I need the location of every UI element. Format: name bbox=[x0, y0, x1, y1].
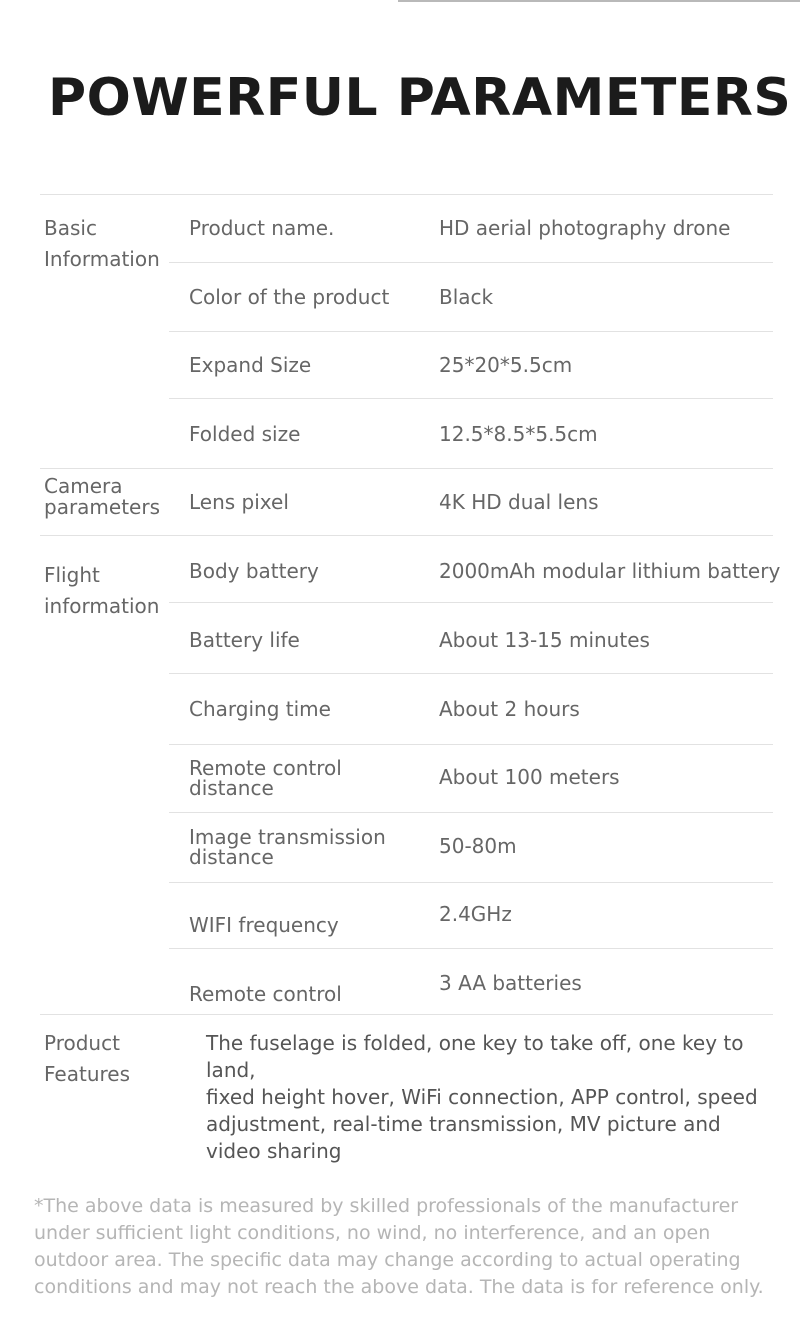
row-label: Color of the product bbox=[189, 285, 390, 309]
row-value: 4K HD dual lens bbox=[439, 490, 599, 514]
row-divider bbox=[169, 948, 773, 949]
section-category-flight bbox=[44, 560, 159, 622]
row-divider bbox=[169, 812, 773, 813]
category-line: information bbox=[44, 594, 160, 618]
row-label bbox=[189, 758, 342, 798]
disclaimer-line: outdoor area. The specific data may change according to actual operating bbox=[34, 1249, 741, 1271]
category-line: Information bbox=[44, 247, 160, 271]
disclaimer-line: *The above data is measured by skilled professionals of the manufacturer bbox=[34, 1195, 739, 1217]
row-value: About 13-15 minutes bbox=[439, 628, 650, 652]
row-divider bbox=[169, 673, 773, 674]
category-line: Flight bbox=[44, 563, 100, 587]
disclaimer-line: under sufficient light conditions, no wind, no interference, and an open bbox=[34, 1222, 711, 1244]
row-label: Body battery bbox=[189, 559, 319, 583]
row-value: HD aerial photography drone bbox=[439, 216, 731, 240]
features-line: video sharing bbox=[206, 1139, 342, 1163]
disclaimer-note bbox=[34, 1193, 782, 1301]
row-label: Lens pixel bbox=[189, 490, 289, 514]
row-label bbox=[189, 827, 386, 867]
label-line: Remote control bbox=[189, 756, 342, 780]
row-divider bbox=[169, 398, 773, 399]
features-line: adjustment, real-time transmission, MV picture and bbox=[206, 1112, 721, 1136]
section-divider bbox=[40, 468, 773, 469]
product-features-text bbox=[206, 1030, 778, 1165]
section-category-basic bbox=[44, 213, 160, 275]
row-divider bbox=[169, 744, 773, 745]
row-value: 50-80m bbox=[439, 834, 517, 858]
label-line: distance bbox=[189, 776, 274, 800]
label-line: Image transmission bbox=[189, 825, 386, 849]
top-divider-line bbox=[398, 0, 800, 2]
row-label: Expand Size bbox=[189, 353, 312, 377]
row-label: Product name. bbox=[189, 216, 335, 240]
row-value: 12.5*8.5*5.5cm bbox=[439, 422, 598, 446]
disclaimer-line: conditions and may not reach the above data. The data is for reference only. bbox=[34, 1276, 764, 1298]
row-value: About 2 hours bbox=[439, 697, 580, 721]
section-category-features bbox=[44, 1028, 130, 1090]
row-value: 25*20*5.5cm bbox=[439, 353, 573, 377]
row-label: Battery life bbox=[189, 628, 300, 652]
section-category-camera bbox=[44, 476, 160, 518]
row-label: WIFI frequency bbox=[189, 913, 339, 937]
row-value: Black bbox=[439, 285, 494, 309]
label-line: distance bbox=[189, 845, 274, 869]
category-line: Basic bbox=[44, 216, 97, 240]
table-top-divider bbox=[40, 194, 773, 195]
row-label: Remote control bbox=[189, 982, 342, 1006]
row-divider bbox=[169, 331, 773, 332]
page-title: POWERFUL PARAMETERS bbox=[48, 68, 792, 128]
features-line: fixed height hover, WiFi connection, APP control, speed bbox=[206, 1085, 758, 1109]
category-line: parameters bbox=[44, 495, 161, 519]
row-value: 2.4GHz bbox=[439, 902, 512, 926]
features-line: The fuselage is folded, one key to take off, one key to land, bbox=[206, 1031, 744, 1082]
row-value: 2000mAh modular lithium battery bbox=[439, 559, 781, 583]
row-divider bbox=[169, 602, 773, 603]
row-label: Charging time bbox=[189, 697, 331, 721]
row-value: 3 AA batteries bbox=[439, 971, 582, 995]
row-label: Folded size bbox=[189, 422, 301, 446]
section-divider bbox=[40, 535, 773, 536]
category-line: Product bbox=[44, 1031, 120, 1055]
category-line: Camera bbox=[44, 474, 123, 498]
section-divider bbox=[40, 1014, 773, 1015]
row-divider bbox=[169, 262, 773, 263]
category-line: Features bbox=[44, 1062, 130, 1086]
row-divider bbox=[169, 882, 773, 883]
row-value: About 100 meters bbox=[439, 765, 620, 789]
